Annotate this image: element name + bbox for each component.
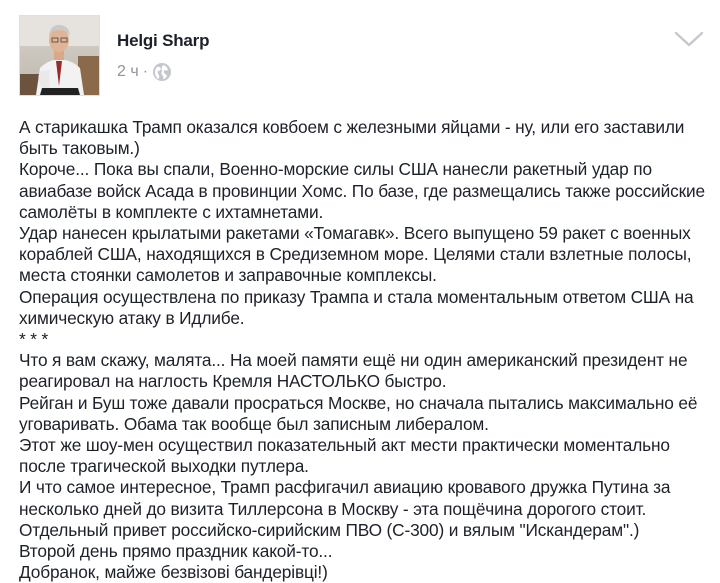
post-paragraph: Этот же шоу-мен осуществил показательный акт мести практически моментально после трагической выходки путлера. [19, 435, 670, 477]
post-paragraph: Удар нанесен крылатыми ракетами «Томагавк». Всего выпущено 59 ракет с военных кораблей США, находящихся в Средиземном море. Целями стали взлетные полосы, места стоянки самолетов и заправочные комплексы. [19, 223, 692, 286]
author-name[interactable]: Helgi Sharp [117, 31, 210, 50]
post-paragraph: Добранок, майже безвізові бандерівці!) [19, 562, 328, 583]
section-divider: * * * [19, 329, 49, 350]
post-paragraph: А старикашка Трамп оказался ковбоем с железными яйцами - ну, или его заставили быть таковым.) [19, 117, 685, 159]
post-paragraph: Короче... Пока вы спали, Военно-морские силы США нанесли ракетный удар по авиабазе войск Асада в провинции Хомс. По базе, где размещались также российские самолёты в комплекте с ихтамнетами. [19, 159, 705, 222]
post-meta [117, 62, 172, 82]
globe-icon[interactable] [152, 62, 172, 82]
timestamp[interactable]: 2 ч [117, 63, 139, 80]
post-paragraph: Рейган и Буш тоже давали просраться Москве, но сначала пытались максимально её уговаривать. Обама так вообще был записным либералом. [19, 392, 698, 434]
post-paragraph: Отдельный привет российско-сирийским ПВО (С-300) и вялым "Искандерам".) [19, 519, 640, 540]
post-text [19, 117, 709, 583]
meta-separator: · [142, 63, 149, 80]
post-paragraph: Что я вам скажу, малята... На моей памяти ещё ни один американский президент не реагировал на наглость Кремля НАСТОЛЬКО быстро. [19, 350, 688, 392]
post-paragraph: И что самое интересное, Трамп расфигачил авиацию кровавого дружка Путина за несколько дней до визита Тиллерсона в Москву - эта пощёчина дорогого стоит. [19, 477, 671, 519]
avatar[interactable] [19, 15, 100, 96]
post-paragraph: Операция осуществлена по приказу Трампа и стала моментальным ответом США на химическую атаку в Идлибе. [19, 286, 694, 328]
profile-photo [20, 16, 99, 95]
post-paragraph: Второй день прямо праздник какой-то... [19, 541, 333, 562]
chevron-down-icon[interactable] [674, 30, 704, 48]
